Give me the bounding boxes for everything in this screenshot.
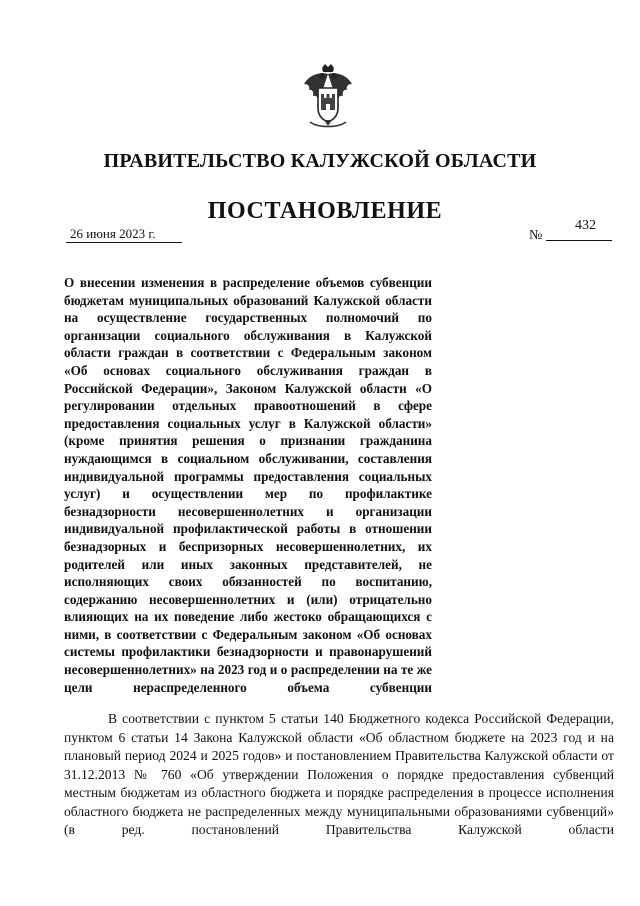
document-subject: О внесении изменения в распределение объемов субвенции бюджетам муниципальных образований Калужской области на осуществление государственных полномочий по организации социального обслуживания в Калужской области граждан в соответствии с Федеральным законом «Об основах социального обслуживания граждан в Российской Федерации», Законом Калужской области «О регулировании отдельных правоотношений в сфере предоставления социальных услуг в Калужской области» (кроме принятия решения о признании гражданина нуждающимся в социальном обслуживании, составления индивидуальной программы предоставления социальных услуг) и осуществлении мер по профилактике безнадзорности несовершеннолетних и организации индивидуальной профилактической работы в отношении безнадзорных и беспризорных несовершеннолетних, их родителей или иных законных представителей, не исполняющих своих обязанностей по воспитанию, содержанию несовершеннолетних и (или) отрицательно влияющих на их поведение либо жестоко обращающихся с ними, в соответствии с Федеральным законом «Об основах системы профилактики безнадзорности и правонарушений несовершеннолетних» на 2023 год и о распределении на те же цели нераспределенного объема субвенции <box>64 275 432 695</box>
document-number: 432 <box>575 218 596 233</box>
coat-of-arms-icon <box>300 62 356 128</box>
organization-title: ПРАВИТЕЛЬСТВО КАЛУЖСКОЙ ОБЛАСТИ <box>103 150 537 172</box>
body-paragraph: В соответствии с пунктом 5 статьи 140 Бюджетного кодекса Российской Федерации, пунктом 6 статьи 14 Закона Калужской области «Об областном бюджете на 2023 год и на плановый период 2024 и 2025 годов» и постановлением Правительства Калужской области от 31.12.2013 № 760 «Об утверждении Положения о порядке предоставления субвенций местным бюджетам из областного бюджета и порядке распределения в процессе исполнения областного бюджета не распределенных между муниципальными образованиями субвенций» (в ред. постановлений Правительства Калужской области <box>64 711 614 837</box>
document-type-title: ПОСТАНОВЛЕНИЕ <box>207 198 443 224</box>
document-date: 26 июня 2023 г. <box>66 226 182 243</box>
number-label: № <box>529 228 543 243</box>
